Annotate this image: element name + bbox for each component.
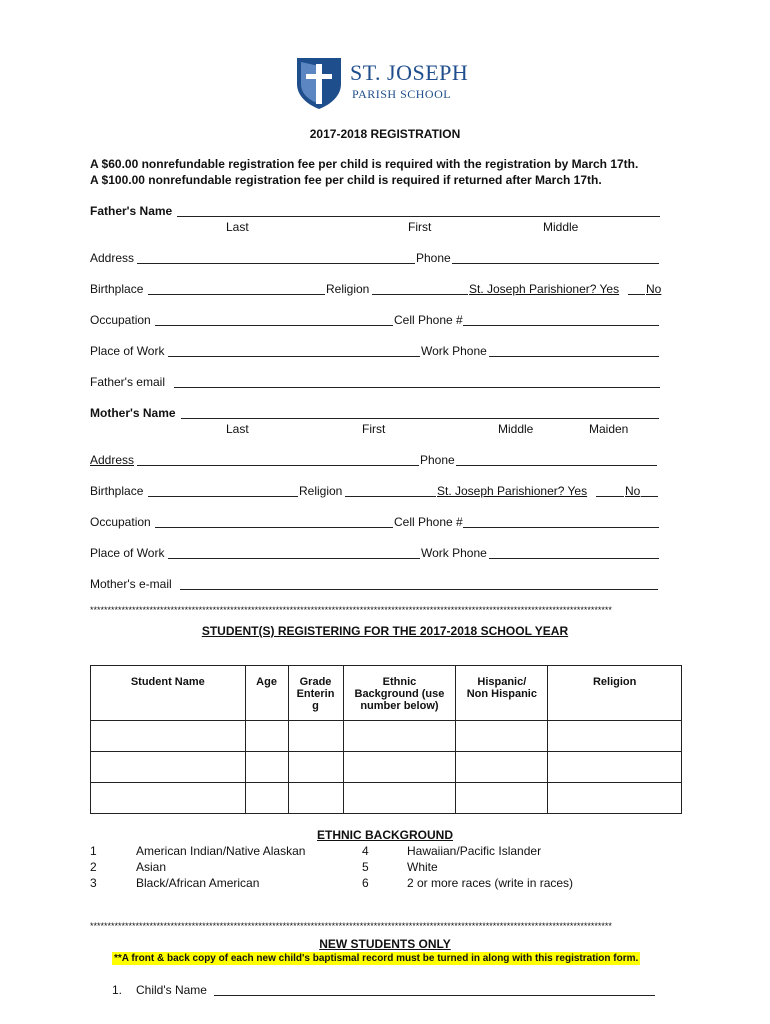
- fee-note-2: A $100.00 nonrefundable registration fee per child is required if returned after March 17th.: [90, 173, 602, 187]
- table-row: [91, 752, 682, 783]
- mother-cell-field[interactable]: [463, 515, 659, 528]
- cell-ethnic[interactable]: [343, 752, 456, 783]
- cell-grade[interactable]: [288, 783, 343, 814]
- ethnic-num-3: 3: [90, 876, 97, 890]
- father-parishioner-yes[interactable]: St. Joseph Parishioner? Yes: [469, 282, 620, 296]
- father-parishioner-gap: [628, 282, 645, 295]
- col-ethnic: Ethnic Background (use number below): [343, 666, 456, 721]
- table-row: [91, 721, 682, 752]
- mother-parishioner-no[interactable]: No: [625, 484, 641, 498]
- ethnic-heading: ETHNIC BACKGROUND: [317, 828, 453, 842]
- ethnic-label-4: Hawaiian/Pacific Islander: [407, 844, 542, 858]
- father-phone-label: Phone: [416, 251, 451, 265]
- mother-first-label: First: [362, 422, 386, 436]
- mother-phone-label: Phone: [420, 453, 455, 467]
- father-first-label: First: [408, 220, 432, 234]
- school-crest-icon: [293, 54, 345, 110]
- father-middle-label: Middle: [543, 220, 579, 234]
- form-title: 2017-2018 REGISTRATION: [309, 127, 461, 141]
- father-workphone-label: Work Phone: [421, 344, 487, 358]
- mother-workplace-field[interactable]: [168, 546, 420, 559]
- cell-student-name[interactable]: [91, 721, 246, 752]
- separator-stars-2: *****************************************************************************************************************************************************: [90, 921, 612, 931]
- father-workplace-field[interactable]: [168, 344, 420, 357]
- father-cell-label: Cell Phone #: [394, 313, 463, 327]
- cell-grade[interactable]: [288, 752, 343, 783]
- mother-occupation-field[interactable]: [155, 515, 393, 528]
- table-header-row: [91, 666, 682, 721]
- father-workphone-field[interactable]: [489, 344, 659, 357]
- cell-age[interactable]: [245, 752, 288, 783]
- ethnic-label-1: American Indian/Native Alaskan: [136, 844, 306, 858]
- cell-hispanic[interactable]: [456, 752, 548, 783]
- mother-middle-label: Middle: [498, 422, 534, 436]
- father-name-label: Father's Name: [90, 204, 173, 218]
- logo-subtitle: PARISH SCHOOL: [352, 87, 452, 101]
- ethnic-label-6: 2 or more races (write in races): [407, 876, 574, 890]
- mother-cell-label: Cell Phone #: [394, 515, 463, 529]
- father-workplace-label: Place of Work: [90, 344, 165, 358]
- father-birthplace-field[interactable]: [148, 282, 325, 295]
- mother-address-label: Address: [90, 453, 135, 467]
- cell-age[interactable]: [245, 783, 288, 814]
- mother-name-field[interactable]: [181, 406, 659, 419]
- father-last-label: Last: [226, 220, 249, 234]
- ethnic-num-4: 4: [362, 844, 369, 858]
- father-parishioner-no[interactable]: No: [646, 282, 662, 296]
- col-student-name: Student Name: [91, 666, 246, 721]
- cell-ethnic[interactable]: [343, 721, 456, 752]
- child-name-field[interactable]: [214, 983, 655, 996]
- father-email-field[interactable]: [174, 375, 660, 388]
- cell-student-name[interactable]: [91, 783, 246, 814]
- ethnic-num-1: 1: [90, 844, 97, 858]
- ethnic-num-5: 5: [362, 860, 369, 874]
- table-row: [91, 783, 682, 814]
- col-grade-text: Grade Enterin g: [296, 676, 335, 712]
- cell-hispanic[interactable]: [456, 721, 548, 752]
- cell-religion[interactable]: [548, 783, 682, 814]
- ethnic-num-2: 2: [90, 860, 97, 874]
- baptismal-note: **A front & back copy of each new child's baptismal record must be turned in along with this registration form.: [114, 953, 639, 964]
- ethnic-label-2: Asian: [136, 860, 167, 874]
- father-religion-label: Religion: [326, 282, 370, 296]
- father-birthplace-label: Birthplace: [90, 282, 144, 296]
- cell-religion[interactable]: [548, 752, 682, 783]
- mother-birthplace-field[interactable]: [148, 484, 298, 497]
- mother-parishioner-gap: [596, 484, 624, 497]
- cell-grade[interactable]: [288, 721, 343, 752]
- ethnic-label-3: Black/African American: [136, 876, 260, 890]
- fee-note-1: A $60.00 nonrefundable registration fee per child is required with the registration by March 17th.: [90, 157, 639, 171]
- father-address-field[interactable]: [137, 251, 415, 264]
- ethnic-label-5: White: [407, 860, 438, 874]
- mother-workphone-field[interactable]: [489, 546, 659, 559]
- mother-occupation-label: Occupation: [90, 515, 151, 529]
- separator-stars-1: *****************************************************************************************************************************************************: [90, 605, 612, 615]
- father-email-label: Father's email: [90, 375, 165, 389]
- mother-phone-field[interactable]: [456, 453, 657, 466]
- mother-maiden-label: Maiden: [589, 422, 629, 436]
- mother-parishioner-tail: [641, 484, 658, 497]
- mother-religion-field[interactable]: [345, 484, 436, 497]
- cell-religion[interactable]: [548, 721, 682, 752]
- mother-name-label: Mother's Name: [90, 406, 176, 420]
- cell-hispanic[interactable]: [456, 783, 548, 814]
- mother-email-label: Mother's e-mail: [90, 577, 172, 591]
- father-cell-field[interactable]: [463, 313, 659, 326]
- mother-last-label: Last: [226, 422, 249, 436]
- col-religion: Religion: [548, 666, 682, 721]
- child-item-number: 1.: [112, 983, 123, 997]
- father-phone-field[interactable]: [452, 251, 659, 264]
- mother-birthplace-label: Birthplace: [90, 484, 144, 498]
- child-name-label: Child's Name: [136, 983, 207, 997]
- mother-email-field[interactable]: [180, 577, 658, 590]
- col-hispanic: Hispanic/ Non Hispanic: [456, 666, 548, 721]
- student-table: [90, 665, 682, 814]
- cell-age[interactable]: [245, 721, 288, 752]
- mother-address-field[interactable]: [137, 453, 419, 466]
- mother-parishioner-yes[interactable]: St. Joseph Parishioner? Yes: [437, 484, 588, 498]
- students-heading: STUDENT(S) REGISTERING FOR THE 2017-2018 SCHOOL YEAR: [201, 624, 569, 638]
- col-age: Age: [245, 666, 288, 721]
- new-students-heading: NEW STUDENTS ONLY: [319, 937, 451, 951]
- ethnic-num-6: 6: [362, 876, 369, 890]
- father-religion-field[interactable]: [372, 282, 468, 295]
- mother-workplace-label: Place of Work: [90, 546, 165, 560]
- father-address-label: Address: [90, 251, 135, 265]
- father-name-field[interactable]: [177, 204, 660, 217]
- mother-religion-label: Religion: [299, 484, 343, 498]
- col-grade: [288, 666, 343, 721]
- mother-workphone-label: Work Phone: [421, 546, 487, 560]
- cell-ethnic[interactable]: [343, 783, 456, 814]
- cell-student-name[interactable]: [91, 752, 246, 783]
- father-occupation-label: Occupation: [90, 313, 151, 327]
- father-occupation-field[interactable]: [155, 313, 393, 326]
- logo-title: ST. JOSEPH: [350, 60, 469, 85]
